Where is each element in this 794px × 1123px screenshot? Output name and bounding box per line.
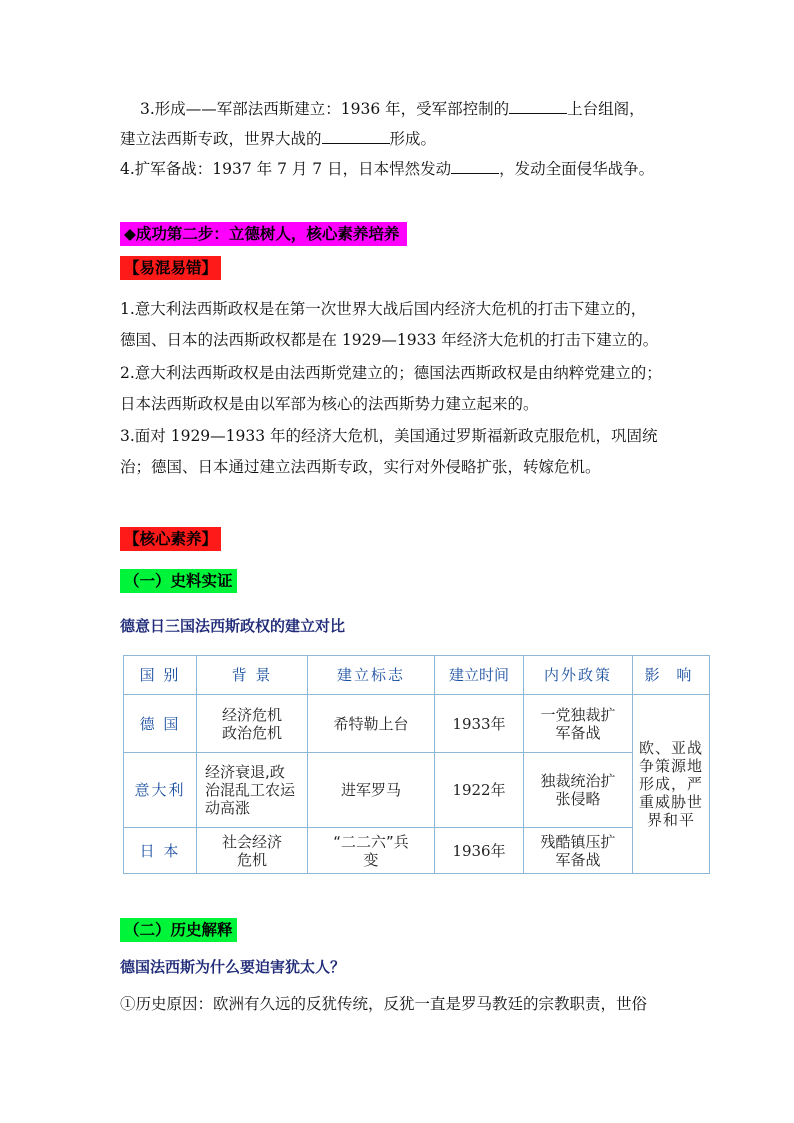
column-header: 国 别 <box>124 656 197 695</box>
text-line <box>140 98 645 120</box>
column-header: 建立时间 <box>435 656 524 695</box>
section-title: ◆成功第二步：立德树人，核心素养培养 <box>120 222 407 246</box>
text-span: 3.形成——军部法西斯建立：1936 年，受军部控制的 <box>140 100 510 118</box>
table-cell: “二二六”兵变 <box>308 828 435 874</box>
country-cell: 德 国 <box>124 695 197 753</box>
text-span: ，发动全面侵华战争。 <box>499 160 655 178</box>
confusing-label: 【易混易错】 <box>120 256 221 280</box>
table-cell: 社会经济危机 <box>197 828 308 874</box>
table-cell: 经济衰退,政治混乱工农运动高涨 <box>197 753 308 828</box>
table-cell: 经济危机政治危机 <box>197 695 308 753</box>
core-label: 【核心素养】 <box>120 527 221 551</box>
text-span: 建立法西斯专政，世界大战的 <box>120 130 322 148</box>
column-header: 内外政策 <box>524 656 633 695</box>
table-cell: 进军罗马 <box>308 753 435 828</box>
column-header: 背 景 <box>197 656 308 695</box>
fill-blank <box>509 98 567 114</box>
text-line: 德国、日本的法西斯政权都是在 1929—1933 年经济大危机的打击下建立的。 <box>120 331 659 349</box>
table-cell: 1933年 <box>435 695 524 753</box>
fill-blank <box>322 128 390 144</box>
fill-blank <box>451 158 499 174</box>
country-cell: 日 本 <box>124 828 197 874</box>
text-line: 1.意大利法西斯政权是在第一次世界大战后国内经济大危机的打击下建立的， <box>120 300 647 318</box>
table-title: 德意日三国法西斯政权的建立对比 <box>120 617 346 635</box>
comparison-table <box>123 655 710 874</box>
country-cell: 意大利 <box>124 753 197 828</box>
column-header: 建立标志 <box>308 656 435 695</box>
column-header: 影 响 <box>633 656 710 695</box>
section-label: （一）史料实证 <box>120 569 237 593</box>
table-cell: 希特勒上台 <box>308 695 435 753</box>
question-heading: 德国法西斯为什么要迫害犹太人？ <box>120 958 346 976</box>
text-line: 2.意大利法西斯政权是由法西斯党建立的；德国法西斯政权是由纳粹党建立的； <box>120 364 662 382</box>
text-line: 3.面对 1929—1933 年的经济大危机，美国通过罗斯福新政克服危机，巩固统 <box>120 427 658 445</box>
table-row <box>124 695 710 753</box>
table-row <box>124 753 710 828</box>
table-cell: 残酷镇压扩军备战 <box>524 828 633 874</box>
text-span: 4.扩军备战：1937 年 7 月 7 日，日本悍然发动 <box>120 160 452 178</box>
table-cell: 1922年 <box>435 753 524 828</box>
section-label: （二）历史解释 <box>120 918 237 942</box>
text-line: ①历史原因：欧洲有久远的反犹传统，反犹一直是罗马教廷的宗教职责，世俗 <box>120 995 648 1013</box>
text-line <box>120 128 436 150</box>
table-cell: 独裁统治扩张侵略 <box>524 753 633 828</box>
table-header-row <box>124 656 710 695</box>
effect-cell: 欧、亚战争策源地形成，严重威胁世界和平 <box>633 695 710 874</box>
text-line: 日本法西斯政权是由以军部为核心的法西斯势力建立起来的。 <box>120 395 539 413</box>
text-line: 治；德国、日本通过建立法西斯专政，实行对外侵略扩张，转嫁危机。 <box>120 458 601 476</box>
text-span: 上台组阁， <box>567 100 645 118</box>
table-row <box>124 828 710 874</box>
text-line <box>120 158 654 180</box>
text-span: 形成。 <box>389 130 437 148</box>
table-cell: 一党独裁扩军备战 <box>524 695 633 753</box>
table-cell: 1936年 <box>435 828 524 874</box>
